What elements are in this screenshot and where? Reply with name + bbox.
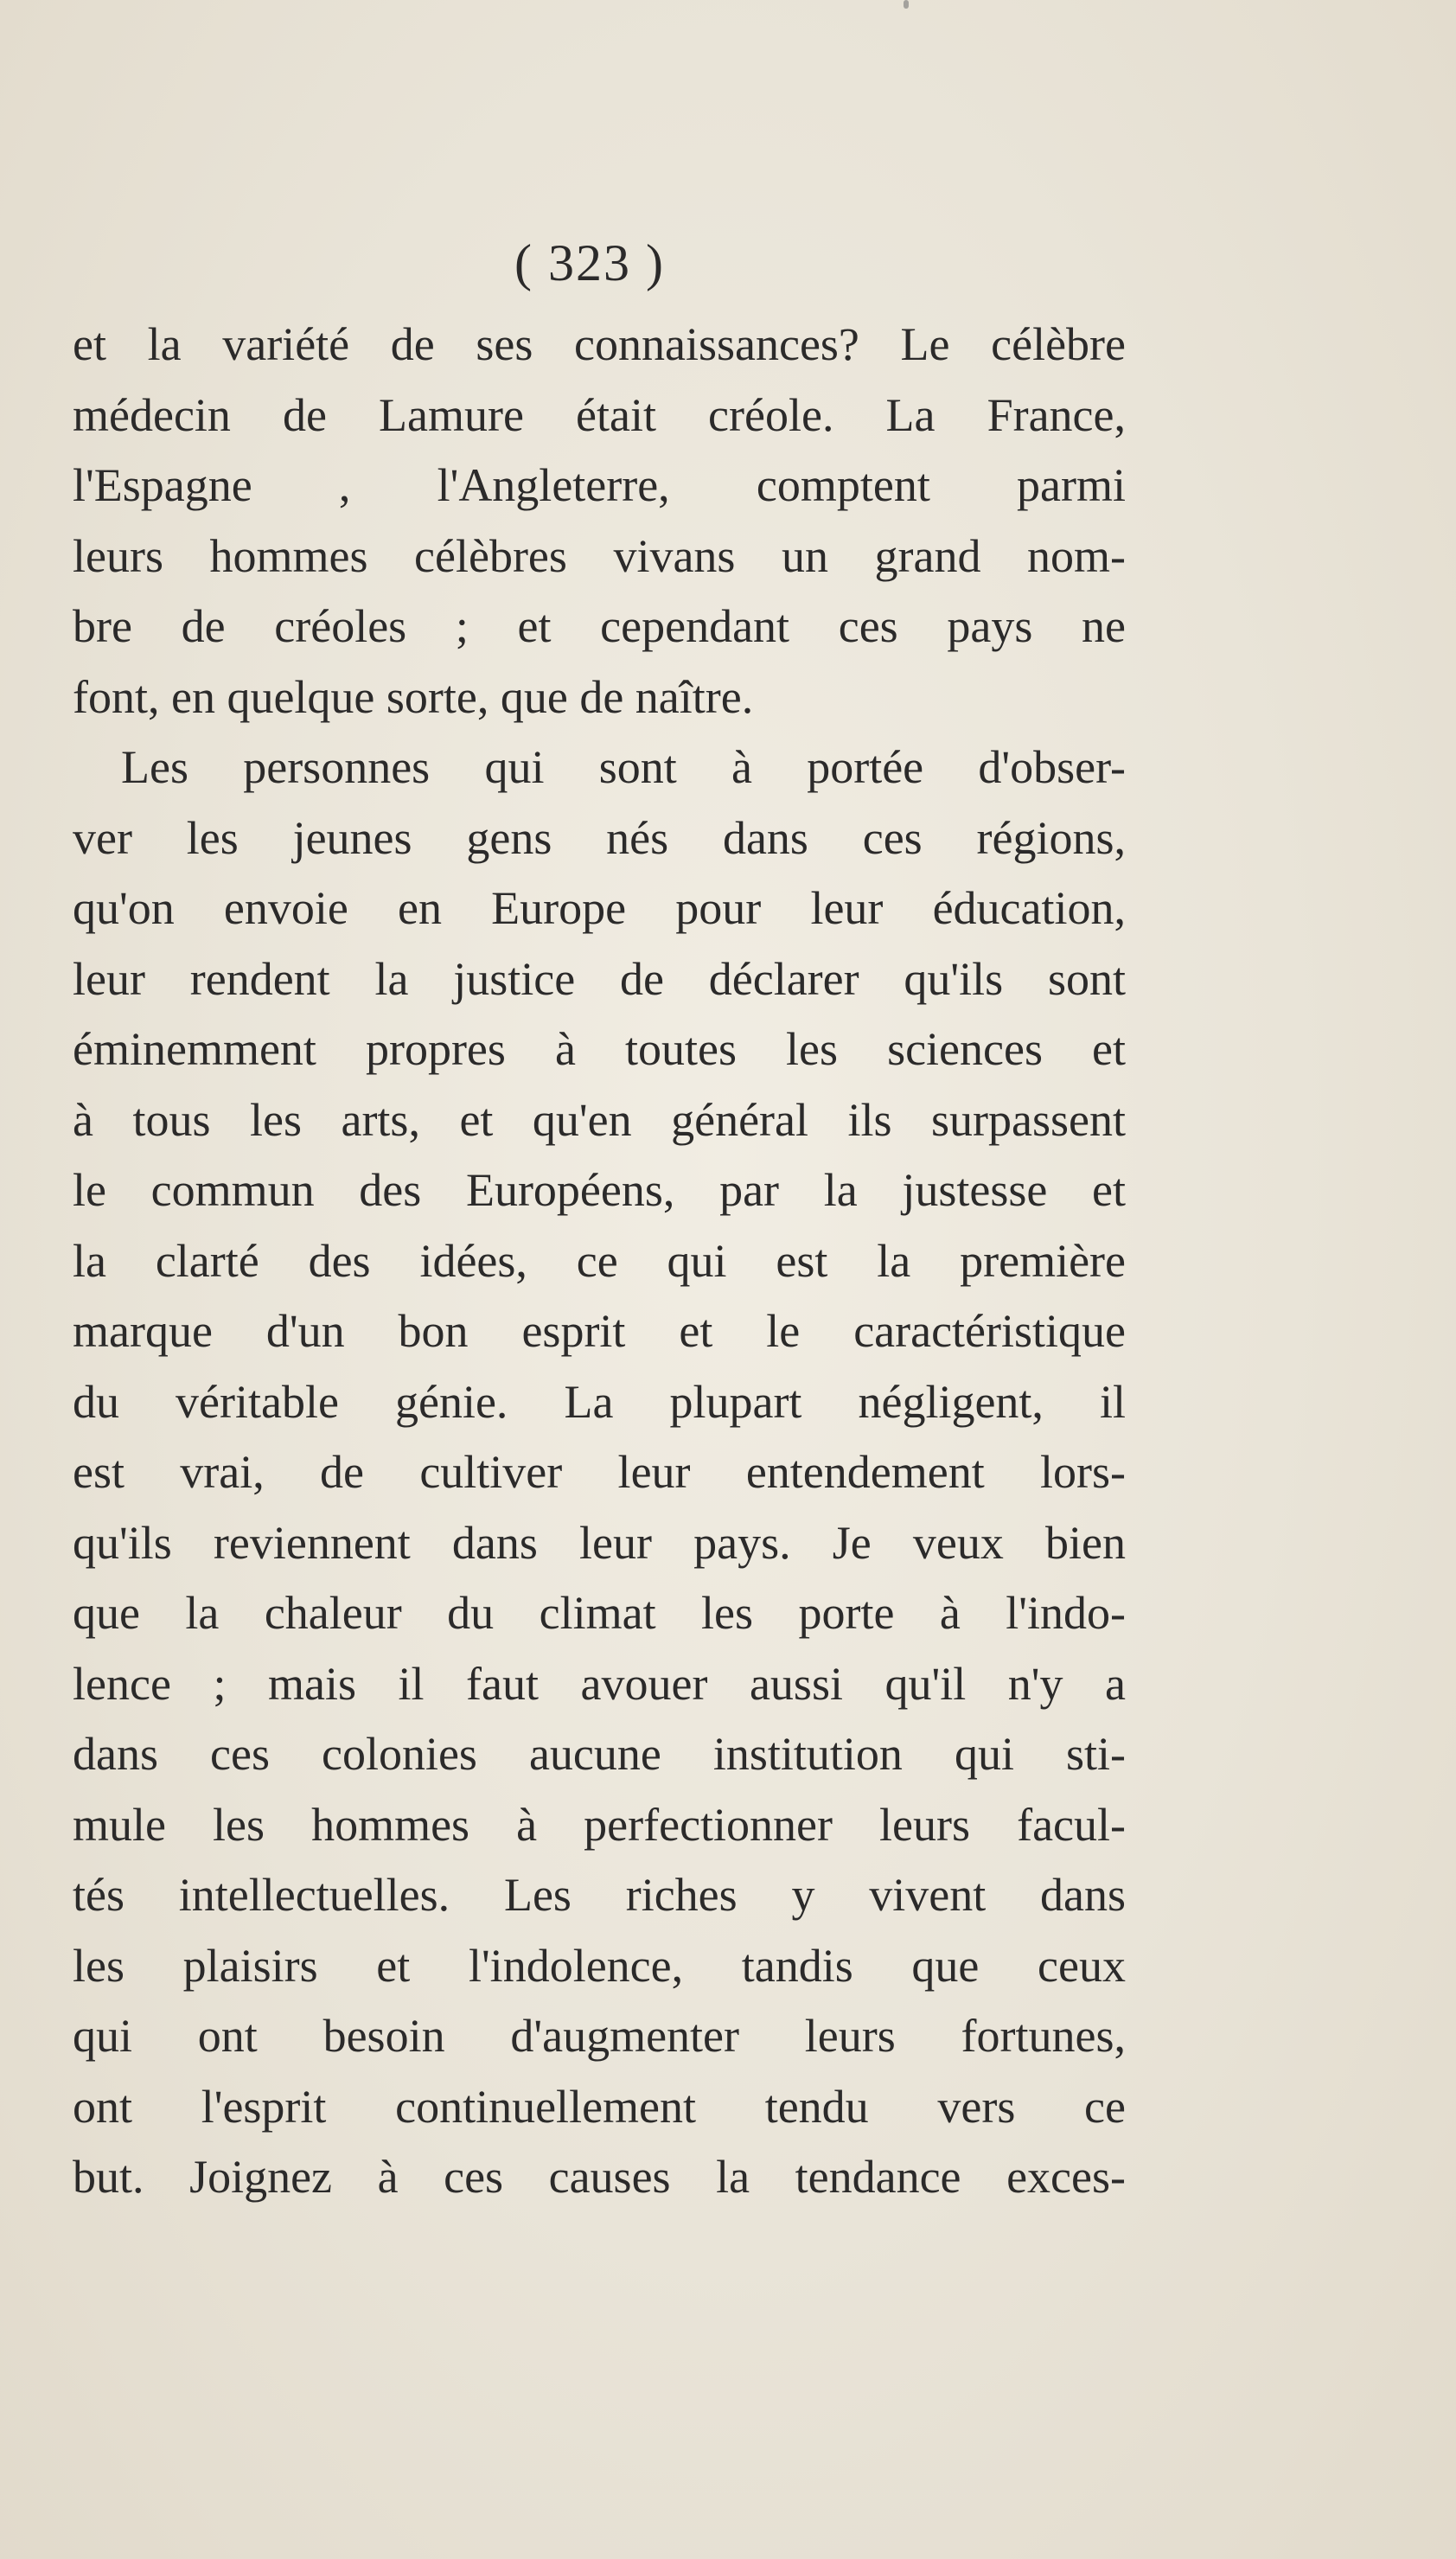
text-line: la clarté des idées, ce qui est la première (73, 1234, 1126, 1287)
text-line: dans ces colonies aucune institution qui sti- (73, 1728, 1126, 1780)
text-line: le commun des Européens, par la justesse et (73, 1164, 1126, 1216)
text-line: but. Joignez à ces causes la tendance exces- (73, 2151, 1126, 2203)
text-line: ver les jeunes gens nés dans ces régions, (73, 811, 1126, 864)
text-line: leur rendent la justice de déclarer qu'ils sont (73, 952, 1126, 1005)
text-line: est vrai, de cultiver leur entendement lors- (73, 1446, 1126, 1498)
paragraph-start-line: Les personnes qui sont à portée d'obser- (121, 741, 1126, 793)
page-number: ( 323 ) (514, 234, 665, 291)
text-line: à tous les arts, et qu'en général ils surpassent (73, 1093, 1126, 1146)
text-line: médecin de Lamure était créole. La France, (73, 388, 1126, 441)
text-line: qui ont besoin d'augmenter leurs fortunes, (73, 2010, 1126, 2062)
text-line: marque d'un bon esprit et le caractéristique (73, 1305, 1126, 1357)
text-line: du véritable génie. La plupart négligent, il (73, 1375, 1126, 1428)
text-line: bre de créoles ; et cependant ces pays ne (73, 600, 1126, 652)
text-line: lence ; mais il faut avouer aussi qu'il n'y a (73, 1657, 1126, 1710)
text-line: et la variété de ses connaissances? Le célèbre (73, 318, 1126, 370)
text-line: qu'ils reviennent dans leur pays. Je veux bien (73, 1516, 1126, 1569)
text-line: mule les hommes à perfectionner leurs facul- (73, 1798, 1126, 1851)
text-line: qu'on envoie en Europe pour leur éducation, (73, 882, 1126, 934)
text-line: tés intellectuelles. Les riches y vivent dans (73, 1869, 1126, 1921)
text-line: ont l'esprit continuellement tendu vers ce (73, 2080, 1126, 2133)
paragraph-end-line: font, en quelque sorte, que de naître. (73, 670, 754, 723)
text-line: l'Espagne , l'Angleterre, comptent parmi (73, 459, 1126, 511)
ink-spot (904, 0, 909, 9)
text-line: leurs hommes célèbres vivans un grand nom- (73, 529, 1126, 582)
text-line: éminemment propres à toutes les sciences et (73, 1023, 1126, 1075)
text-line: les plaisirs et l'indolence, tandis que ceux (73, 1939, 1126, 1992)
text-line: que la chaleur du climat les porte à l'indo- (73, 1587, 1126, 1639)
body-text (73, 310, 1126, 2213)
